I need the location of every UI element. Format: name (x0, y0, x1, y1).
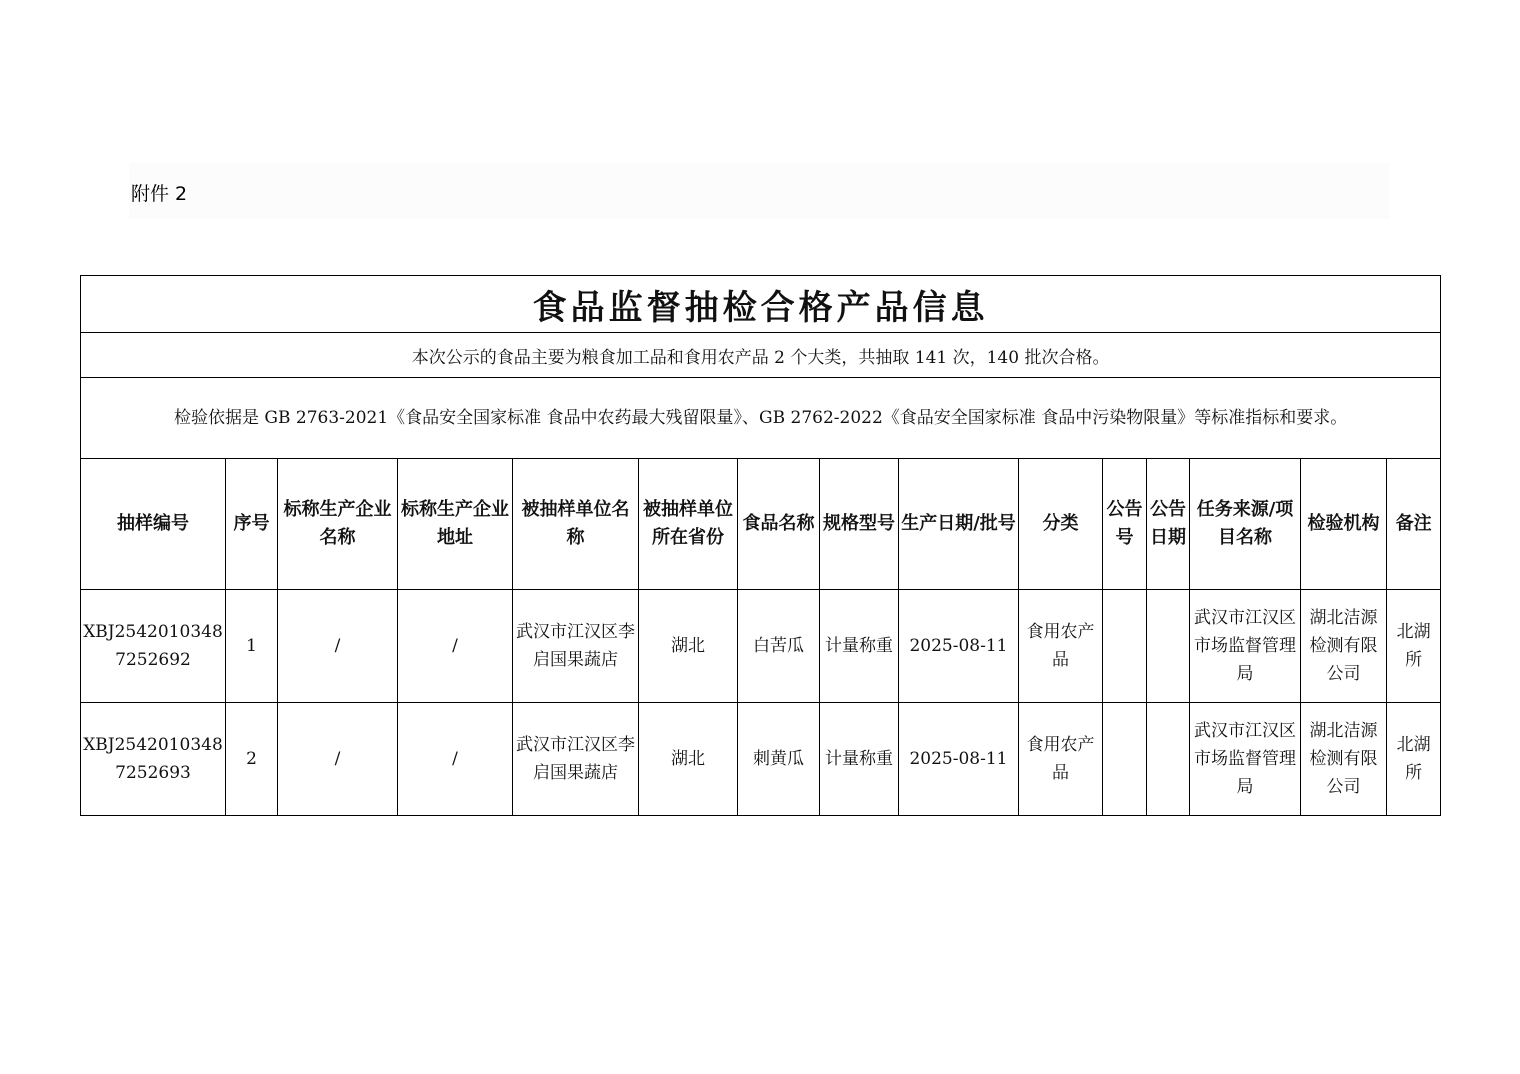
cell-task-source: 武汉市江汉区市场监督管理局 (1190, 703, 1301, 816)
column-header-food-name: 食品名称 (738, 459, 820, 590)
cell-province: 湖北 (639, 703, 738, 816)
table-row (81, 703, 1441, 816)
column-header-sampled-unit: 被抽样单位名称 (513, 459, 639, 590)
cell-lab: 湖北洁源检测有限公司 (1301, 590, 1387, 703)
header-row (81, 459, 1441, 590)
summary-text: 本次公示的食品主要为粮食加工品和食用农产品 2 个大类，共抽取 141 次，140 批次合格。 (81, 333, 1441, 378)
column-header-remark: 备注 (1387, 459, 1441, 590)
cell-sample-no: XBJ25420103487252693 (81, 703, 226, 816)
cell-food-name: 白苦瓜 (738, 590, 820, 703)
column-header-province: 被抽样单位所在省份 (639, 459, 738, 590)
column-header-date: 生产日期/批号 (899, 459, 1019, 590)
attachment-header-bar (129, 163, 1390, 219)
cell-notice-no (1103, 590, 1147, 703)
cell-producer-address: / (398, 590, 513, 703)
basis-row (81, 378, 1441, 459)
cell-sample-no: XBJ25420103487252692 (81, 590, 226, 703)
cell-sampled-unit: 武汉市江汉区李启国果蔬店 (513, 703, 639, 816)
cell-seq: 2 (226, 703, 278, 816)
title-row (81, 276, 1441, 333)
cell-task-source: 武汉市江汉区市场监督管理局 (1190, 590, 1301, 703)
cell-spec: 计量称重 (820, 703, 899, 816)
cell-notice-date (1147, 703, 1190, 816)
column-header-notice-date: 公告日期 (1147, 459, 1190, 590)
cell-notice-date (1147, 590, 1190, 703)
cell-sampled-unit: 武汉市江汉区李启国果蔬店 (513, 590, 639, 703)
cell-food-name: 刺黄瓜 (738, 703, 820, 816)
cell-lab: 湖北洁源检测有限公司 (1301, 703, 1387, 816)
cell-producer-name: / (278, 703, 398, 816)
column-header-producer-address: 标称生产企业地址 (398, 459, 513, 590)
attachment-label: 附件 2 (131, 183, 188, 205)
cell-producer-name: / (278, 590, 398, 703)
column-header-seq: 序号 (226, 459, 278, 590)
column-header-category: 分类 (1019, 459, 1103, 590)
cell-category: 食用农产品 (1019, 703, 1103, 816)
table-row (81, 590, 1441, 703)
cell-date: 2025-08-11 (899, 590, 1019, 703)
column-header-spec: 规格型号 (820, 459, 899, 590)
qualified-products-table (80, 275, 1441, 816)
inspection-basis-text: 检验依据是 GB 2763-2021《食品安全国家标准 食品中农药最大残留限量》、GB 2762-2022《食品安全国家标准 食品中污染物限量》等标准指标和要求。 (81, 378, 1441, 459)
cell-producer-address: / (398, 703, 513, 816)
cell-seq: 1 (226, 590, 278, 703)
cell-remark: 北湖所 (1387, 703, 1441, 816)
summary-row (81, 333, 1441, 378)
cell-spec: 计量称重 (820, 590, 899, 703)
cell-remark: 北湖所 (1387, 590, 1441, 703)
column-header-notice-no: 公告号 (1103, 459, 1147, 590)
cell-date: 2025-08-11 (899, 703, 1019, 816)
cell-category: 食用农产品 (1019, 590, 1103, 703)
table-title: 食品监督抽检合格产品信息 (81, 276, 1441, 333)
column-header-task-source: 任务来源/项目名称 (1190, 459, 1301, 590)
cell-province: 湖北 (639, 590, 738, 703)
cell-notice-no (1103, 703, 1147, 816)
column-header-producer-name: 标称生产企业名称 (278, 459, 398, 590)
column-header-lab: 检验机构 (1301, 459, 1387, 590)
column-header-sample-no: 抽样编号 (81, 459, 226, 590)
